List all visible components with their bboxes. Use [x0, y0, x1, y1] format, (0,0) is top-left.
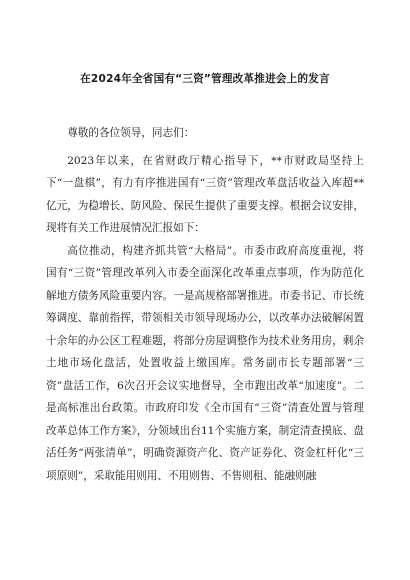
document-title: 在2024年全省国有“三资”管理改革推进会上的发言	[80, 73, 330, 85]
paragraph-body: 高位推动，构建齐抓共管“大格局”。市委市政府高度重视，将国有“三资”管理改革列入市委全面深化改革重点事项，作为防范化解地方债务风险重要内容。一是高规格部署推进。市委书记、市长统筹调度、靠前指挥，带领相关市领导现场办公，以改革办法破解闲置十余年的办公区工程难题，将部分房屋调整作为技术业务用房，剩余土地市场化盘活，处置收益上缴国库。常务副市长专题部署“三资”盘活工作，6次召开会议实地督导，全市跑出改革“加速度”。二是高标准出台政策。市政府印发《全市国有“三资”清查处置与管理改革总体工作方案》，分领域出台11个实施方案，制定清查摸底、盘活任务“两张清单”，明确资源资产化、资产证券化、资金杠杆化“三项原则”，采取能用则用、不用则售、不售则租、能融则融	[46, 244, 364, 482]
salutation: 尊敬的各位领导，同志们：	[67, 127, 195, 139]
paragraph-intro: 2023年以来，在省财政厅精心指导下，**市财政局坚持上下“一盘棋”，有力有序推进国有“三资”管理改革盘活收益入库超**亿元，为稳增长、防风险、保民生提供了重要支撑。根据会议安排，现将有关工作进展情况汇报如下：	[46, 154, 364, 234]
